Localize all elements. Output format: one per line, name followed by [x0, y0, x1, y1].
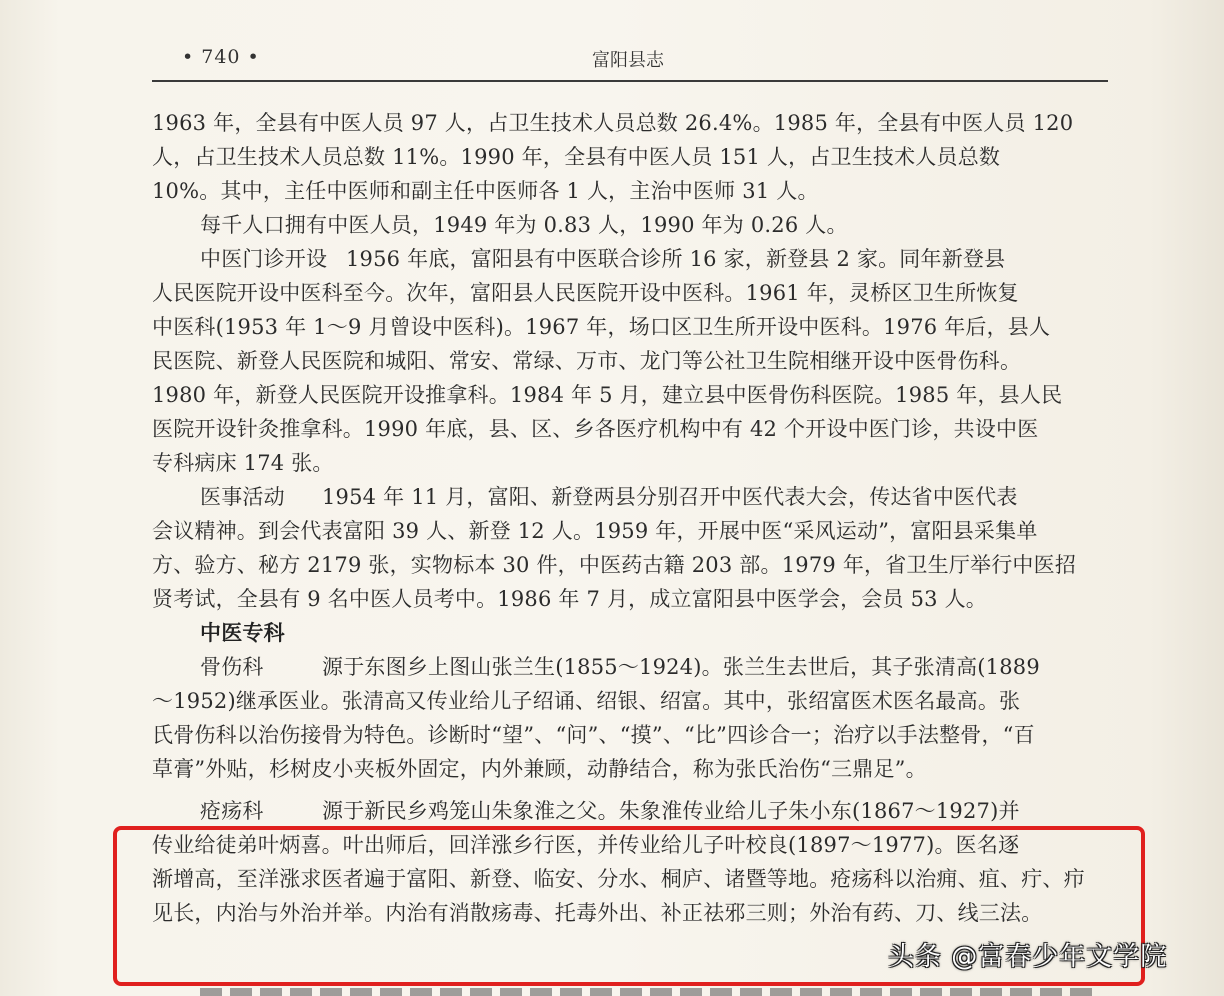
- text-line: 医院开设针灸推拿科。1990 年底，县、区、乡各医疗机构中有 42 个开设中医门诊，共设中医: [152, 417, 1039, 441]
- text-run: 1954 年 11 月，富阳、新登两县分别召开中医代表大会，传达省中医代表: [322, 485, 1018, 509]
- text-line: 方、验方、秘方 2179 张，实物标本 30 件，中医药古籍 203 部。1979 年，省卫生厅举行中医招: [152, 553, 1077, 577]
- page-header: [152, 40, 1108, 76]
- text-line: 渐增高，至洋涨求医者遍于富阳、新登、临安、分水、桐庐、诸暨等地。疮疡科以治痈、疽、疔、疖: [152, 867, 1085, 891]
- text-line: 人，占卫生技术人员总数 11%。1990 年，全县有中医人员 151 人，占卫生技术人员总数: [152, 145, 1001, 169]
- text-line: 氏骨伤科以治伤接骨为特色。诊断时“望”、“问”、“摸”、“比”四诊合一；治疗以手法整骨，“百: [152, 723, 1035, 747]
- text-line: 传业给徒弟叶炳喜。叶出师后，回洋涨乡行医，并传业给儿子叶校良(1897～1977)。医名逐: [152, 833, 1020, 857]
- watermark-text: 头条 @富春少年文学院: [888, 942, 1168, 972]
- orthopedics-lead: 骨伤科: [200, 655, 264, 679]
- text-line: 10%。其中，主任中医师和副主任中医师各 1 人，主治中医师 31 人。: [152, 179, 819, 203]
- body-text: [152, 106, 1108, 930]
- text-line: 专科病床 174 张。: [152, 451, 334, 475]
- text-line: 民医院、新登人民医院和城阳、常安、常绿、万市、龙门等公社卫生院相继开设中医骨伤科。: [152, 349, 1022, 373]
- running-title: 富阳县志: [592, 50, 664, 71]
- clinics-lead: 中医门诊开设: [200, 247, 328, 271]
- activities-paragraph-start: [152, 480, 1108, 514]
- clinics-paragraph-start: [152, 242, 1108, 276]
- section-heading: 中医专科: [200, 621, 285, 645]
- text-line: 会议精神。到会代表富阳 39 人、新登 12 人。1959 年，开展中医“采风运动”，富阳县采集单: [152, 519, 1038, 543]
- sores-paragraph-start: [152, 794, 1108, 828]
- text-line: 每千人口拥有中医人员，1949 年为 0.83 人，1990 年为 0.26 人。: [200, 213, 848, 237]
- text-line: 贤考试，全县有 9 名中医人员考中。1986 年 7 月，成立富阳县中医学会，会员 53 人。: [152, 587, 988, 611]
- text-run: 源于东图乡上图山张兰生(1855～1924)。张兰生去世后，其子张清高(1889: [322, 655, 1040, 679]
- text-line: ～1952)继承医业。张清高又传业给儿子绍诵、绍银、绍富。其中，张绍富医术医名最高。张: [152, 689, 1021, 713]
- activities-lead: 医事活动: [200, 485, 285, 509]
- text-line: 1963 年，全县有中医人员 97 人，占卫生技术人员总数 26.4%。1985 年，全县有中医人员 120: [152, 111, 1074, 135]
- next-line-cutoff: [200, 988, 1100, 996]
- orthopedics-paragraph-start: [152, 650, 1108, 684]
- text-run: 1956 年底，富阳县有中医联合诊所 16 家，新登县 2 家。同年新登县: [346, 247, 1006, 271]
- text-run: 源于新民乡鸡笼山朱象淮之父。朱象淮传业给儿子朱小东(1867～1927)并: [322, 799, 1020, 823]
- header-rule: [152, 80, 1108, 82]
- page-number: • 740 •: [182, 46, 260, 68]
- sores-lead: 疮疡科: [200, 799, 264, 823]
- text-line: 草膏”外贴，杉树皮小夹板外固定，内外兼顾，动静结合，称为张氏治伤“三鼎足”。: [152, 757, 927, 781]
- text-line: 1980 年，新登人民医院开设推拿科。1984 年 5 月，建立县中医骨伤科医院。1985 年，县人民: [152, 383, 1063, 407]
- text-line: 人民医院开设中医科至今。次年，富阳县人民医院开设中医科。1961 年，灵桥区卫生所恢复: [152, 281, 1019, 305]
- text-line: 见长，内治与外治并举。内治有消散疡毒、托毒外出、补正祛邪三则；外治有药、刀、线三法。: [152, 901, 1043, 925]
- text-line: 中医科(1953 年 1～9 月曾设中医科)。1967 年，场口区卫生所开设中医科。1976 年后，县人: [152, 315, 1051, 339]
